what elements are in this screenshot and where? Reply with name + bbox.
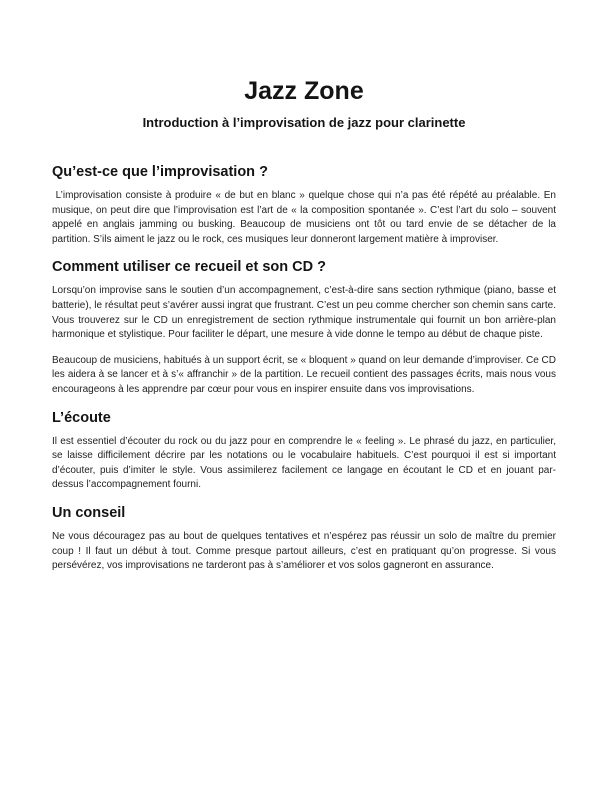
section-heading: Comment utiliser ce recueil et son CD ?: [52, 259, 326, 276]
section-conseil: [52, 504, 556, 574]
section-heading: Un conseil: [52, 504, 126, 521]
paragraph: Ne vous découragez pas au bout de quelques tentatives et n’espérez pas réussir un solo de maître du premier coup ! Il faut un début à tout. Comme presque partout ailleurs, c’est en pratiquant qu’on progresse. Si vous persévérez, vos improvisations ne tarderont pas à s’améliorer et vos solos gagneront en assurance.: [52, 530, 556, 572]
paragraph: Lorsqu’on improvise sans le soutien d’un accompagnement, c’est-à-dire sans section rythmique (piano, basse et batterie), le résultat peut s’avérer aussi ingrat que frustrant. C’est un peu comme chercher son chemin sans carte. Vous trouverez sur le CD un enregistrement de section rythmique instrumentale qui fournit un bon arrière-plan harmonique et stylistique. Pour faciliter le départ, une mesure à vide donne le tempo au début de chaque piste.: [52, 285, 556, 341]
section-heading: L’écoute: [52, 409, 111, 426]
page-title: Jazz Zone: [244, 77, 364, 105]
section-heading: Qu’est-ce que l’improvisation ?: [52, 164, 268, 180]
section-ecoute: [52, 409, 556, 493]
paragraph: L’improvisation consiste à produire « de but en blanc » quelque chose qui n’a pas été répété au préalable. En musique, on peut dire que l’improvisation est l’art de « la composition spontanée ». C’est l’art du solo – souvent appelé en anglais jamming ou busking. Beaucoup de musiciens ont tôt ou tard envie de se détacher de la partition. S’ils aiment le jazz ou le rock, ces musiques leur donneront largement matière à improviser.: [52, 190, 556, 245]
section-recueil-cd: [52, 258, 556, 397]
paragraph: Beaucoup de musiciens, habitués à un support écrit, se « bloquent » quand on leur demande d’improviser. Ce CD les aidera à se lancer et à s’« affranchir » de la partition. Le recueil contient des passages écrits, mais nous vous encourageons à les apprendre par cœur pour vous en inspirer ensuite dans vos improvisations.: [52, 354, 556, 395]
section-improvisation: [52, 163, 556, 247]
paragraph: Il est essentiel d’écouter du rock ou du jazz pour en comprendre le « feeling ». Le phrasé du jazz, en particulier, se laisse difficilement décrire par les notations ou le vocabulaire habituels. C’est pourquoi il est si important d’écouter, puis d’imiter le style. Vous assimilerez facilement ce langage en écoutant le CD et en jouant par-dessus l’accompagnement fourni.: [52, 435, 556, 491]
page-subtitle: Introduction à l’improvisation de jazz pour clarinette: [142, 115, 466, 130]
